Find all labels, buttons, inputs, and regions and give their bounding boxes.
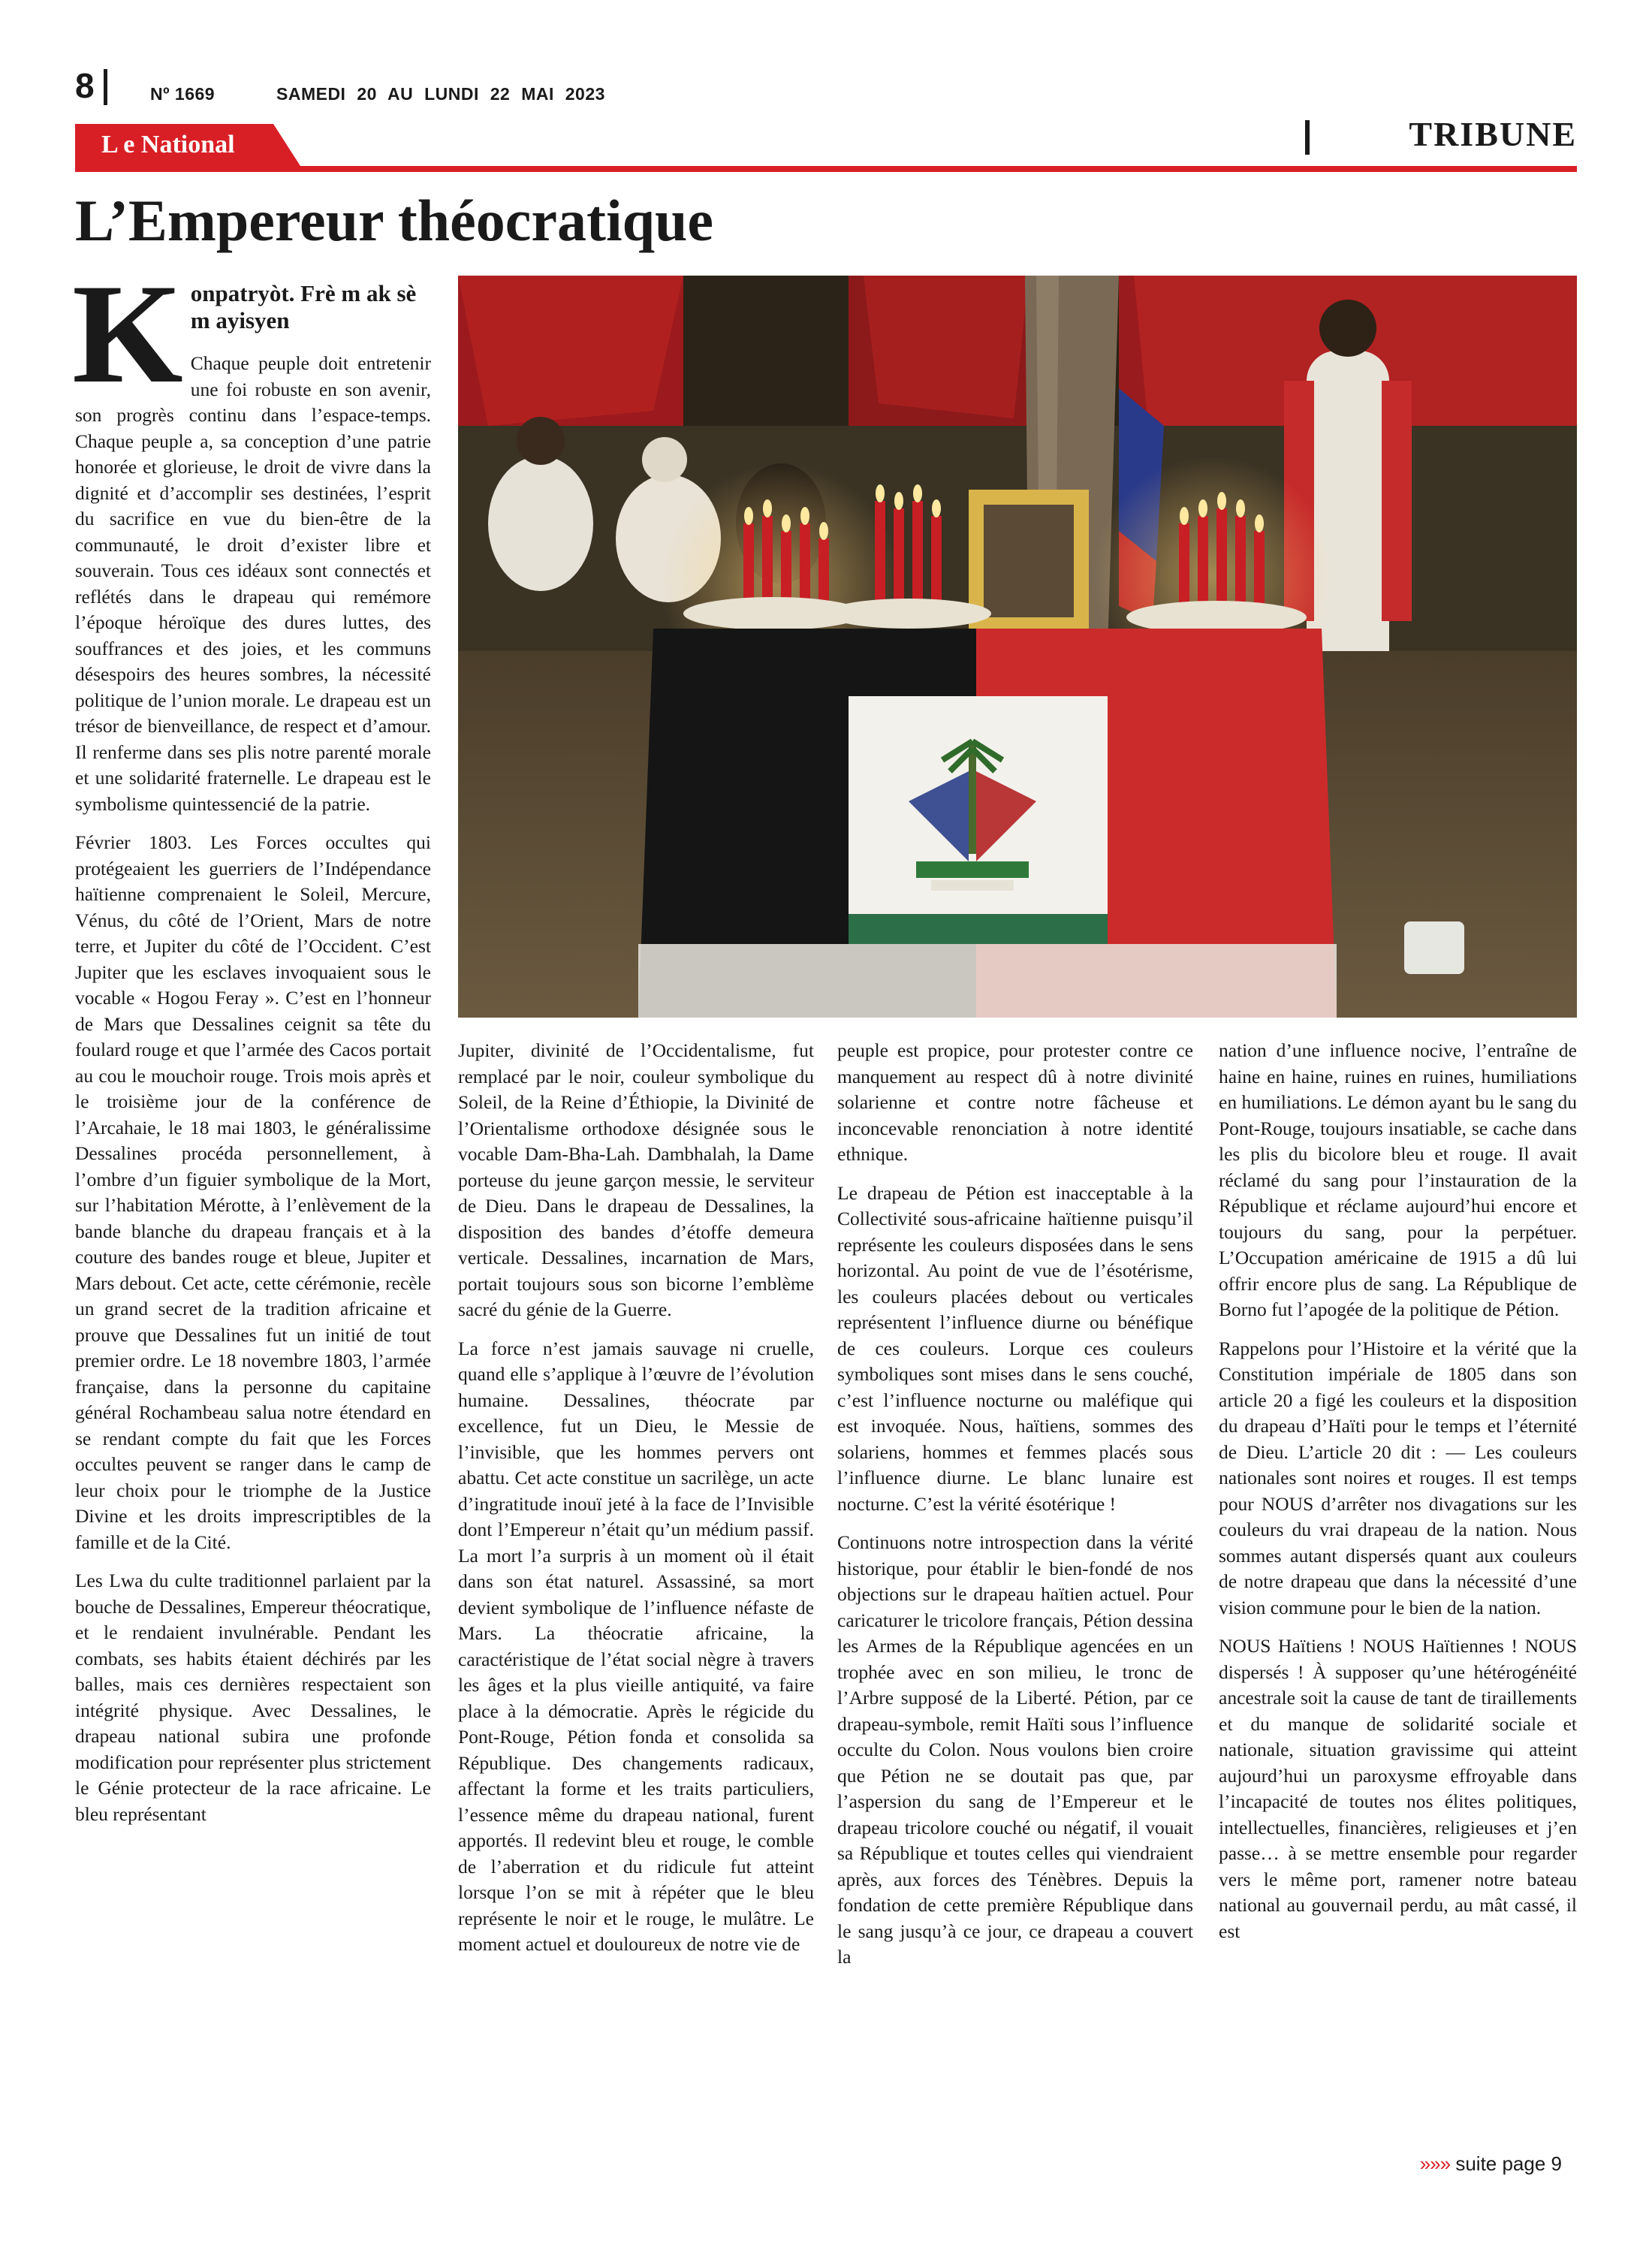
article-column-1 [72, 255, 431, 1840]
issue-date: SAMEDI 20 AU LUNDI 22 MAI 2023 [276, 84, 605, 104]
continued-on-page [1420, 2152, 1562, 2176]
continue-label: suite page 9 [1455, 2152, 1562, 2175]
paragraph: NOUS Haïtiens ! NOUS Haïtiennes ! NOUS dispersés ! À supposer qu’une hétérogénéité ancestrale soit la cause de tant de tiraillements et du manque de solidarité sociale et nationale, situation gravissime qui atteint aujourd’hui un paroxysme effroyable dans l’incapacité de toutes nos élites politiques, intellectuelles, financières, religieuses et j’en passe… à se mettre ensemble pour regarder vers le même port, ramener notre bateau national au gouvernail perdu, au mât cassé, il est [1219, 1635, 1577, 1942]
section-label: TRIBUNE [1409, 115, 1577, 153]
page-number-divider [104, 69, 107, 105]
paragraph: peuple est propice, pour protester contre ce manquement au respect dû à notre divinité solarienne et contre notre fâcheuse et inconcevable renonciation à notre identité ethnique. [837, 1039, 1193, 1165]
page-number: 8 [75, 66, 95, 105]
paragraph: Les Lwa du culte traditionnel parlaient par la bouche de Dessalines, Empereur théocratique, et le rendaient invulnérable. Pendant les combats, ses habits étaient déchirés par les balles, mais ces dernières respectaient son intégrité physique. Avec Dessalines, le drapeau national subira une profonde modification pour représenter plus strictement le Génie protecteur de la race africaine. Le bleu représentant [75, 1570, 431, 1825]
paragraph: Le drapeau de Pétion est inacceptable à la Collectivité sous-africaine haïtienne puisqu’il représente les couleurs disposées dans le sens horizontal. Au point de vue de l’ésotérisme, les couleurs placées debout ou verticales représentent l’influence diurne ou bénéfique de ces couleurs. Lorque ces couleurs symboliques sont mises dans le sens couché, c’est l’influence nocturne ou maléfique qui est invoquée. Nous, haïtiens, sommes des solariens, hommes et femmes placés sous l’influence diurne. Le blanc lunaire est nocturne. C’est la vérité ésotérique ! [837, 1181, 1193, 1515]
paragraph: Jupiter, divinité de l’Occidentalisme, fut remplacé par le noir, couleur symbolique du Soleil, de la Reine d’Éthiopie, la Divinité de l’Orientalisme orthodoxe désignée sous le vocable Dam-Bha-Lah. Dambhalah, la Dame porteuse du jeune garçon messie, le serviteur de Dieu. Dans le drapeau de Dessalines, la disposition des bandes d’étoffe demeura verticale. Dessalines, incarnation de Mars, portait toujours sous son bicorne l’emblème sacré du génie de la Guerre. [458, 1039, 814, 1320]
paragraph: nation d’une influence nocive, l’entraîne de haine en haine, ruines en ruines, humiliations en humiliations. Le démon ayant bu le sang du Pont-Rouge, toujours insatiable, se cache dans les plis du bicolore bleu et rouge. Il avait réclamé du sang pour l’instauration de la République et réclame aujourd’hui encore et toujours du sang, pour la perpétuer. L’Occupation américaine de 1915 a dû lui offrir encore plus de sang. La République de Borno fut l’apogée de la politique de Pétion. [1219, 1039, 1577, 1320]
drop-cap: K [72, 255, 183, 413]
paragraph: La force n’est jamais sauvage ni cruelle, quand elle s’applique à l’œuvre de l’évolution humaine. Dessalines, théocrate par excellence, fut un Dieu, le Messie de l’invisible, que les hommes pervers ont abattu. Cet acte constitue un sacrilège, un acte d’ingratitude inouï jeté à la face de l’Invisible dont l’Empereur n’était qu’un médium passif. La mort l’a surpris à un moment où il était dans son état naturel. Assassiné, sa mort devient symbolique de l’influence néfaste de Mars. La théocratie africaine, la caractéristique de l’état social nègre à travers les âges et la plus vieille antiquité, va faire place à la démocratie. Après le régicide du Pont-Rouge, Pétion fonda et consolida sa République. Des changements radicaux, affectant la forme et les traits particuliers, l’essence même du drapeau national, furent apportés. Il redevint bleu et rouge, le comble de l’aberration et du ridicule fut atteint lorsque l’on se mit à répéter que le bleu représente le noir et le rouge, le mulâtre. Le moment actuel et douloureux de notre vie de [458, 1337, 814, 1955]
header-rule [75, 166, 1577, 172]
continue-chevrons-icon: »»» [1419, 2152, 1451, 2175]
section-divider [1305, 120, 1310, 155]
article-column-2 [458, 1038, 814, 1971]
article-column-4 [1219, 1038, 1577, 1957]
paragraph: Rappelons pour l’Histoire et la vérité que la Constitution impériale de 1805 dans son article 20 a figé les couleurs et la disposition du drapeau d’Haïti pour le temps et l’éternité de Dieu. L’article 20 dit : — Les couleurs nationales sont noires et rouges. Il est temps pour NOUS d’arrêter nos divagations sur les couleurs du vrai drapeau de la nation. Nous sommes autant dispersés quant aux couleurs de notre drapeau que dans la nécessité d’une vision commune pour le bien de la nation. [1219, 1337, 1577, 1618]
article-photo [458, 276, 1577, 1018]
article-lede: onpatryòt. Frè m ak sè m ayisyen [190, 280, 417, 333]
article-title: L’Empereur théocratique [75, 188, 714, 253]
issue-number: Nº 1669 [150, 84, 216, 104]
paragraph: Continuons notre introspection dans la vérité historique, pour établir le bien-fondé de nos objections sur le drapeau haïtien actuel. Pour caricaturer le tricolore français, Pétion dessina les Armes de la République agencées en un trophée avec en son milieu, le tronc de l’Arbre supposé de la Liberté. Pétion, par ce drapeau-symbole, remit Haïti sous l’influence occulte du Colon. Nous voulons bien croire que Pétion ne se doutait pas que, par l’aspersion du sang de l’Empereur et le drapeau tricolore couché ou négatif, il vouait sa République et toutes celles qui viendraient après, aux forces des Ténèbres. Depuis la fondation de cette première République dans le sang jusqu’à ce jour, ce drapeau a couvert la [837, 1531, 1193, 1968]
article-column-3 [837, 1038, 1193, 1983]
paragraph: Chaque peuple doit entretenir une foi robuste en son avenir, son progrès continu dans l’espace-temps. Chaque peuple a, sa conception d’une patrie honorée et glorieuse, le droit de vivre dans la dignité et d’accomplir ses destinées, l’esprit du sacrifice en vue du bien-être de la communauté, le droit d’exister libre et souverain. Tous ces idéaux sont connectés et reflétés dans le drapeau qui remémore l’époque héroïque des dures luttes, des souffrances et des joies, et les communs désespoirs des heures sombres, la nécessité politique de l’union morale. Le drapeau est un trésor de bienveillance, de respect et d’amour. Il renferme dans ses plis notre parenté morale et une solidarité fraternelle. Le drapeau est le symbolisme quintessencié de la patrie. [75, 352, 431, 815]
brand-name: L e National [101, 131, 235, 158]
paragraph: Février 1803. Les Forces occultes qui protégeaient les guerriers de l’Indépendance haïtienne comprenaient le Soleil, Mercure, Vénus, du côté de l’Orient, Mars de notre terre, et Jupiter du côté de l’Occident. C’est Jupiter que les esclaves invoquaient sous le vocable « Hogou Feray ». C’est en l’honneur de Mars que Dessalines ceignit sa tête du foulard rouge et que l’armée des Cacos portait au cou le mouchoir rouge. Trois mois après et le troisième jour de la conférence de l’Arcahaie, le 18 mai 1803, le généralissime Dessalines procéda personnellement, à l’ombre d’un figuier symbolique de la Mort, sur l’habitation Mérotte, à l’enlèvement de la bande blanche du drapeau français et à la couture des bandes rouge et bleue, Jupiter et Mars debout. Cet acte, cette cérémonie, recèle un grand secret de la tradition africaine et prouve que Dessalines fut un initié de tout premier ordre. Le 18 novembre 1803, l’armée française, dans la personne du capitaine général Rochambeau salua notre étendard en se rendant compte du fait que les Forces occultes peuvent se ranger dans le camp de leur choix pour le triomphe de la Justice Divine et les droits imprescriptibles de la famille et de la Cité. [75, 831, 431, 1553]
